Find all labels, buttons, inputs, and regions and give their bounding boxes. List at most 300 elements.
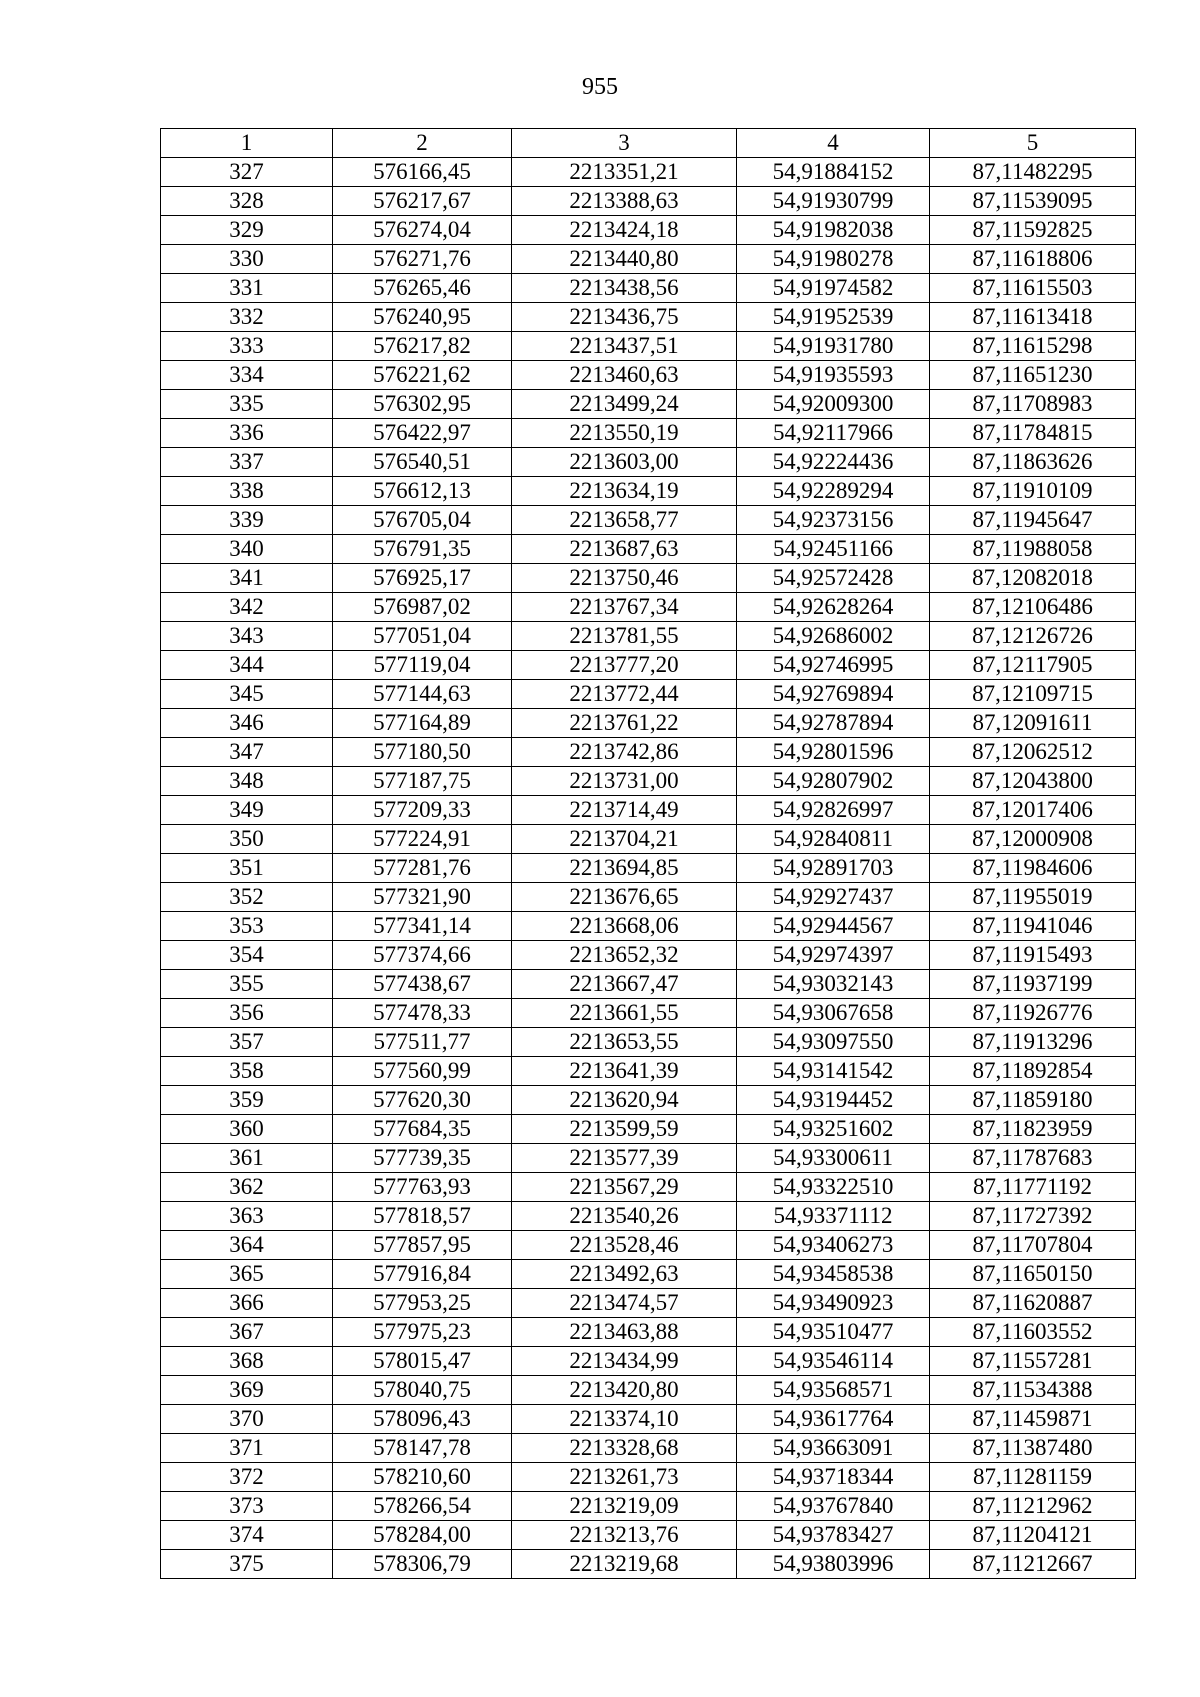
table-cell: 54,93546114	[737, 1347, 930, 1376]
table-row	[161, 477, 1136, 506]
table-row	[161, 158, 1136, 187]
table-cell: 2213528,46	[512, 1231, 737, 1260]
table-cell: 577739,35	[333, 1144, 512, 1173]
table-cell: 369	[161, 1376, 333, 1405]
table-cell: 359	[161, 1086, 333, 1115]
table-cell: 577281,76	[333, 854, 512, 883]
table-cell: 578015,47	[333, 1347, 512, 1376]
table-cell: 87,12091611	[930, 709, 1136, 738]
table-cell: 54,92927437	[737, 883, 930, 912]
table-cell: 365	[161, 1260, 333, 1289]
table-cell: 371	[161, 1434, 333, 1463]
table-cell: 87,11941046	[930, 912, 1136, 941]
table-row	[161, 1405, 1136, 1434]
table-cell: 87,11650150	[930, 1260, 1136, 1289]
table-cell: 577684,35	[333, 1115, 512, 1144]
table-cell: 87,12126726	[930, 622, 1136, 651]
table-cell: 87,11915493	[930, 941, 1136, 970]
table-cell: 54,91952539	[737, 303, 930, 332]
table-row	[161, 535, 1136, 564]
table-row	[161, 1202, 1136, 1231]
table-cell: 2213436,75	[512, 303, 737, 332]
table-cell: 578210,60	[333, 1463, 512, 1492]
table-row	[161, 1057, 1136, 1086]
table-cell: 2213603,00	[512, 448, 737, 477]
table-cell: 576265,46	[333, 274, 512, 303]
table-cell: 2213772,44	[512, 680, 737, 709]
table-cell: 577209,33	[333, 796, 512, 825]
table-cell: 354	[161, 941, 333, 970]
table-cell: 54,92944567	[737, 912, 930, 941]
table-cell: 578306,79	[333, 1550, 512, 1579]
table-cell: 576705,04	[333, 506, 512, 535]
table-cell: 577051,04	[333, 622, 512, 651]
table-cell: 2213463,88	[512, 1318, 737, 1347]
table-cell: 577321,90	[333, 883, 512, 912]
table-row	[161, 883, 1136, 912]
table-cell: 577916,84	[333, 1260, 512, 1289]
table-row	[161, 680, 1136, 709]
table-cell: 54,93251602	[737, 1115, 930, 1144]
table-row	[161, 1492, 1136, 1521]
table-row	[161, 1144, 1136, 1173]
table-cell: 370	[161, 1405, 333, 1434]
table-row	[161, 216, 1136, 245]
table-cell: 87,11281159	[930, 1463, 1136, 1492]
table-row	[161, 1086, 1136, 1115]
table-cell: 347	[161, 738, 333, 767]
table-cell: 87,11913296	[930, 1028, 1136, 1057]
table-cell: 87,12043800	[930, 767, 1136, 796]
table-cell: 87,11212962	[930, 1492, 1136, 1521]
table-cell: 2213434,99	[512, 1347, 737, 1376]
table-cell: 2213460,63	[512, 361, 737, 390]
table-cell: 337	[161, 448, 333, 477]
table-cell: 577144,63	[333, 680, 512, 709]
table-cell: 577374,66	[333, 941, 512, 970]
column-header: 5	[930, 129, 1136, 158]
table-cell: 87,11771192	[930, 1173, 1136, 1202]
table-cell: 332	[161, 303, 333, 332]
table-cell: 54,91884152	[737, 158, 930, 187]
table-cell: 2213704,21	[512, 825, 737, 854]
table-cell: 329	[161, 216, 333, 245]
table-cell: 2213440,80	[512, 245, 737, 274]
table-cell: 54,92686002	[737, 622, 930, 651]
table-cell: 54,93803996	[737, 1550, 930, 1579]
table-cell: 334	[161, 361, 333, 390]
table-row	[161, 970, 1136, 999]
table-row	[161, 419, 1136, 448]
table-cell: 2213599,59	[512, 1115, 737, 1144]
table-cell: 364	[161, 1231, 333, 1260]
table-row	[161, 767, 1136, 796]
table-cell: 54,91935593	[737, 361, 930, 390]
column-header: 4	[737, 129, 930, 158]
table-cell: 87,11387480	[930, 1434, 1136, 1463]
table-cell: 349	[161, 796, 333, 825]
table-cell: 577478,33	[333, 999, 512, 1028]
table-cell: 2213577,39	[512, 1144, 737, 1173]
table-cell: 54,93458538	[737, 1260, 930, 1289]
table-cell: 54,92572428	[737, 564, 930, 593]
table-cell: 87,11984606	[930, 854, 1136, 883]
table-row	[161, 622, 1136, 651]
table-cell: 335	[161, 390, 333, 419]
table-cell: 2213374,10	[512, 1405, 737, 1434]
table-cell: 2213550,19	[512, 419, 737, 448]
table-cell: 54,91982038	[737, 216, 930, 245]
table-cell: 87,11459871	[930, 1405, 1136, 1434]
table-row	[161, 1550, 1136, 1579]
table-row	[161, 245, 1136, 274]
table-cell: 87,12062512	[930, 738, 1136, 767]
table-cell: 54,92826997	[737, 796, 930, 825]
table-cell: 54,93510477	[737, 1318, 930, 1347]
table-cell: 333	[161, 332, 333, 361]
table-cell: 87,11615298	[930, 332, 1136, 361]
table-row	[161, 332, 1136, 361]
table-cell: 341	[161, 564, 333, 593]
table-cell: 2213540,26	[512, 1202, 737, 1231]
table-cell: 331	[161, 274, 333, 303]
table-cell: 54,93322510	[737, 1173, 930, 1202]
table-cell: 87,11863626	[930, 448, 1136, 477]
table-row	[161, 854, 1136, 883]
table-cell: 345	[161, 680, 333, 709]
table-cell: 577620,30	[333, 1086, 512, 1115]
table-cell: 343	[161, 622, 333, 651]
table-cell: 350	[161, 825, 333, 854]
table-cell: 353	[161, 912, 333, 941]
table-row	[161, 1260, 1136, 1289]
table-row	[161, 1376, 1136, 1405]
table-cell: 2213658,77	[512, 506, 737, 535]
table-cell: 87,12106486	[930, 593, 1136, 622]
table-cell: 578040,75	[333, 1376, 512, 1405]
table-cell: 54,92974397	[737, 941, 930, 970]
table-cell: 2213676,65	[512, 883, 737, 912]
table-cell: 54,92117966	[737, 419, 930, 448]
table-cell: 54,93783427	[737, 1521, 930, 1550]
table-row	[161, 941, 1136, 970]
table-cell: 576302,95	[333, 390, 512, 419]
table-cell: 577763,93	[333, 1173, 512, 1202]
table-cell: 576612,13	[333, 477, 512, 506]
table-cell: 87,12109715	[930, 680, 1136, 709]
table-cell: 2213661,55	[512, 999, 737, 1028]
table-cell: 2213653,55	[512, 1028, 737, 1057]
table-cell: 2213668,06	[512, 912, 737, 941]
table-cell: 368	[161, 1347, 333, 1376]
table-row	[161, 825, 1136, 854]
table-cell: 577187,75	[333, 767, 512, 796]
table-cell: 2213567,29	[512, 1173, 737, 1202]
table-cell: 2213328,68	[512, 1434, 737, 1463]
table-cell: 87,11212667	[930, 1550, 1136, 1579]
table-cell: 576540,51	[333, 448, 512, 477]
table-cell: 363	[161, 1202, 333, 1231]
table-cell: 54,92451166	[737, 535, 930, 564]
table-cell: 87,11620887	[930, 1289, 1136, 1318]
table-cell: 576240,95	[333, 303, 512, 332]
table-cell: 54,91974582	[737, 274, 930, 303]
table-cell: 87,12117905	[930, 651, 1136, 680]
table-cell: 576217,82	[333, 332, 512, 361]
table-cell: 87,11727392	[930, 1202, 1136, 1231]
table-cell: 87,11615503	[930, 274, 1136, 303]
table-cell: 54,92807902	[737, 767, 930, 796]
table-cell: 576217,67	[333, 187, 512, 216]
table-row	[161, 361, 1136, 390]
table-cell: 87,11823959	[930, 1115, 1136, 1144]
table-body	[161, 158, 1136, 1579]
table-cell: 372	[161, 1463, 333, 1492]
table-cell: 576791,35	[333, 535, 512, 564]
table-cell: 54,93371112	[737, 1202, 930, 1231]
table-cell: 2213750,46	[512, 564, 737, 593]
table-cell: 576271,76	[333, 245, 512, 274]
table-cell: 577857,95	[333, 1231, 512, 1260]
table-cell: 54,92891703	[737, 854, 930, 883]
table-cell: 87,11988058	[930, 535, 1136, 564]
table-cell: 54,93300611	[737, 1144, 930, 1173]
table-cell: 577511,77	[333, 1028, 512, 1057]
table-cell: 328	[161, 187, 333, 216]
table-cell: 342	[161, 593, 333, 622]
table-row	[161, 999, 1136, 1028]
table-cell: 54,92628264	[737, 593, 930, 622]
table-cell: 577164,89	[333, 709, 512, 738]
table-cell: 2213667,47	[512, 970, 737, 999]
table-cell: 355	[161, 970, 333, 999]
table-cell: 576987,02	[333, 593, 512, 622]
table-cell: 2213388,63	[512, 187, 737, 216]
table-cell: 330	[161, 245, 333, 274]
page-number: 955	[582, 74, 618, 100]
table-cell: 357	[161, 1028, 333, 1057]
table-cell: 2213620,94	[512, 1086, 737, 1115]
table-row	[161, 593, 1136, 622]
table-cell: 576166,45	[333, 158, 512, 187]
table-header-row	[161, 129, 1136, 158]
table-cell: 361	[161, 1144, 333, 1173]
coordinates-table	[160, 128, 1136, 1579]
table-cell: 2213687,63	[512, 535, 737, 564]
table-cell: 87,11618806	[930, 245, 1136, 274]
table-cell: 54,92787894	[737, 709, 930, 738]
table-row	[161, 709, 1136, 738]
table-cell: 54,92769894	[737, 680, 930, 709]
table-cell: 2213351,21	[512, 158, 737, 187]
table-cell: 336	[161, 419, 333, 448]
table-cell: 54,93097550	[737, 1028, 930, 1057]
table-cell: 578284,00	[333, 1521, 512, 1550]
table-cell: 577560,99	[333, 1057, 512, 1086]
table-cell: 87,11651230	[930, 361, 1136, 390]
table-row	[161, 1231, 1136, 1260]
table-cell: 87,12000908	[930, 825, 1136, 854]
table-cell: 2213767,34	[512, 593, 737, 622]
table-cell: 87,11204121	[930, 1521, 1136, 1550]
table-cell: 54,91980278	[737, 245, 930, 274]
table-cell: 362	[161, 1173, 333, 1202]
table-cell: 87,11539095	[930, 187, 1136, 216]
table-cell: 2213438,56	[512, 274, 737, 303]
table-row	[161, 1115, 1136, 1144]
table-cell: 2213694,85	[512, 854, 737, 883]
table-cell: 373	[161, 1492, 333, 1521]
table-cell: 344	[161, 651, 333, 680]
table-cell: 87,11910109	[930, 477, 1136, 506]
column-header: 3	[512, 129, 737, 158]
table-row	[161, 651, 1136, 680]
table-cell: 2213213,76	[512, 1521, 737, 1550]
table-cell: 54,93490923	[737, 1289, 930, 1318]
table-cell: 375	[161, 1550, 333, 1579]
table-cell: 578147,78	[333, 1434, 512, 1463]
table-cell: 54,93032143	[737, 970, 930, 999]
table-cell: 360	[161, 1115, 333, 1144]
table-cell: 352	[161, 883, 333, 912]
table-cell: 2213499,24	[512, 390, 737, 419]
table-cell: 87,12017406	[930, 796, 1136, 825]
table-cell: 348	[161, 767, 333, 796]
table-cell: 577975,23	[333, 1318, 512, 1347]
table-cell: 54,93718344	[737, 1463, 930, 1492]
table-cell: 576925,17	[333, 564, 512, 593]
table-row	[161, 738, 1136, 767]
table-cell: 577341,14	[333, 912, 512, 941]
table-cell: 87,11708983	[930, 390, 1136, 419]
table-cell: 2213777,20	[512, 651, 737, 680]
table-cell: 87,11926776	[930, 999, 1136, 1028]
table-cell: 2213219,68	[512, 1550, 737, 1579]
table-cell: 87,11784815	[930, 419, 1136, 448]
table-cell: 2213420,80	[512, 1376, 737, 1405]
table-cell: 54,92289294	[737, 477, 930, 506]
table-cell: 2213424,18	[512, 216, 737, 245]
table-cell: 2213474,57	[512, 1289, 737, 1318]
table-cell: 87,11613418	[930, 303, 1136, 332]
table-cell: 2213781,55	[512, 622, 737, 651]
table-cell: 577224,91	[333, 825, 512, 854]
table-cell: 54,93767840	[737, 1492, 930, 1521]
table-cell: 366	[161, 1289, 333, 1318]
table-cell: 87,12082018	[930, 564, 1136, 593]
table-cell: 2213261,73	[512, 1463, 737, 1492]
table-row	[161, 1028, 1136, 1057]
table-cell: 2213761,22	[512, 709, 737, 738]
table-cell: 87,11955019	[930, 883, 1136, 912]
table-cell: 54,93141542	[737, 1057, 930, 1086]
table-row	[161, 1347, 1136, 1376]
table-row	[161, 796, 1136, 825]
table-cell: 54,92009300	[737, 390, 930, 419]
table-cell: 54,92746995	[737, 651, 930, 680]
table-cell: 374	[161, 1521, 333, 1550]
table-cell: 87,11937199	[930, 970, 1136, 999]
table-cell: 54,92224436	[737, 448, 930, 477]
table-cell: 54,93568571	[737, 1376, 930, 1405]
table-cell: 2213634,19	[512, 477, 737, 506]
table-cell: 54,91930799	[737, 187, 930, 216]
column-header: 1	[161, 129, 333, 158]
table-cell: 2213437,51	[512, 332, 737, 361]
table-row	[161, 448, 1136, 477]
table-row	[161, 274, 1136, 303]
table-cell: 356	[161, 999, 333, 1028]
table-cell: 2213219,09	[512, 1492, 737, 1521]
table-cell: 340	[161, 535, 333, 564]
table-cell: 54,92801596	[737, 738, 930, 767]
table-cell: 87,11892854	[930, 1057, 1136, 1086]
table-row	[161, 390, 1136, 419]
table-row	[161, 1434, 1136, 1463]
table-cell: 2213641,39	[512, 1057, 737, 1086]
table-cell: 87,11603552	[930, 1318, 1136, 1347]
table-row	[161, 912, 1136, 941]
table-cell: 54,91931780	[737, 332, 930, 361]
table-row	[161, 1173, 1136, 1202]
table-cell: 339	[161, 506, 333, 535]
table-cell: 2213652,32	[512, 941, 737, 970]
column-header: 2	[333, 129, 512, 158]
table-cell: 2213492,63	[512, 1260, 737, 1289]
table-cell: 54,93194452	[737, 1086, 930, 1115]
table-row	[161, 187, 1136, 216]
table-cell: 327	[161, 158, 333, 187]
table-cell: 54,92840811	[737, 825, 930, 854]
table-cell: 346	[161, 709, 333, 738]
table-row	[161, 1318, 1136, 1347]
table-cell: 578266,54	[333, 1492, 512, 1521]
table-cell: 576422,97	[333, 419, 512, 448]
table-cell: 54,93406273	[737, 1231, 930, 1260]
table-cell: 87,11945647	[930, 506, 1136, 535]
table-row	[161, 506, 1136, 535]
table-cell: 87,11534388	[930, 1376, 1136, 1405]
table-cell: 577818,57	[333, 1202, 512, 1231]
table-cell: 87,11592825	[930, 216, 1136, 245]
table-cell: 54,93617764	[737, 1405, 930, 1434]
table-cell: 87,11707804	[930, 1231, 1136, 1260]
table-cell: 367	[161, 1318, 333, 1347]
table-cell: 351	[161, 854, 333, 883]
table-cell: 577119,04	[333, 651, 512, 680]
table-row	[161, 1463, 1136, 1492]
table-cell: 338	[161, 477, 333, 506]
table-cell: 54,93663091	[737, 1434, 930, 1463]
table-row	[161, 303, 1136, 332]
table-cell: 577438,67	[333, 970, 512, 999]
table-cell: 577180,50	[333, 738, 512, 767]
table-cell: 358	[161, 1057, 333, 1086]
table-cell: 576221,62	[333, 361, 512, 390]
table-cell: 2213731,00	[512, 767, 737, 796]
table-cell: 2213742,86	[512, 738, 737, 767]
table-cell: 578096,43	[333, 1405, 512, 1434]
table-row	[161, 1289, 1136, 1318]
table-cell: 54,92373156	[737, 506, 930, 535]
table-row	[161, 1521, 1136, 1550]
table-cell: 576274,04	[333, 216, 512, 245]
table-row	[161, 564, 1136, 593]
table-cell: 87,11557281	[930, 1347, 1136, 1376]
table-cell: 577953,25	[333, 1289, 512, 1318]
table-cell: 2213714,49	[512, 796, 737, 825]
table-cell: 87,11787683	[930, 1144, 1136, 1173]
